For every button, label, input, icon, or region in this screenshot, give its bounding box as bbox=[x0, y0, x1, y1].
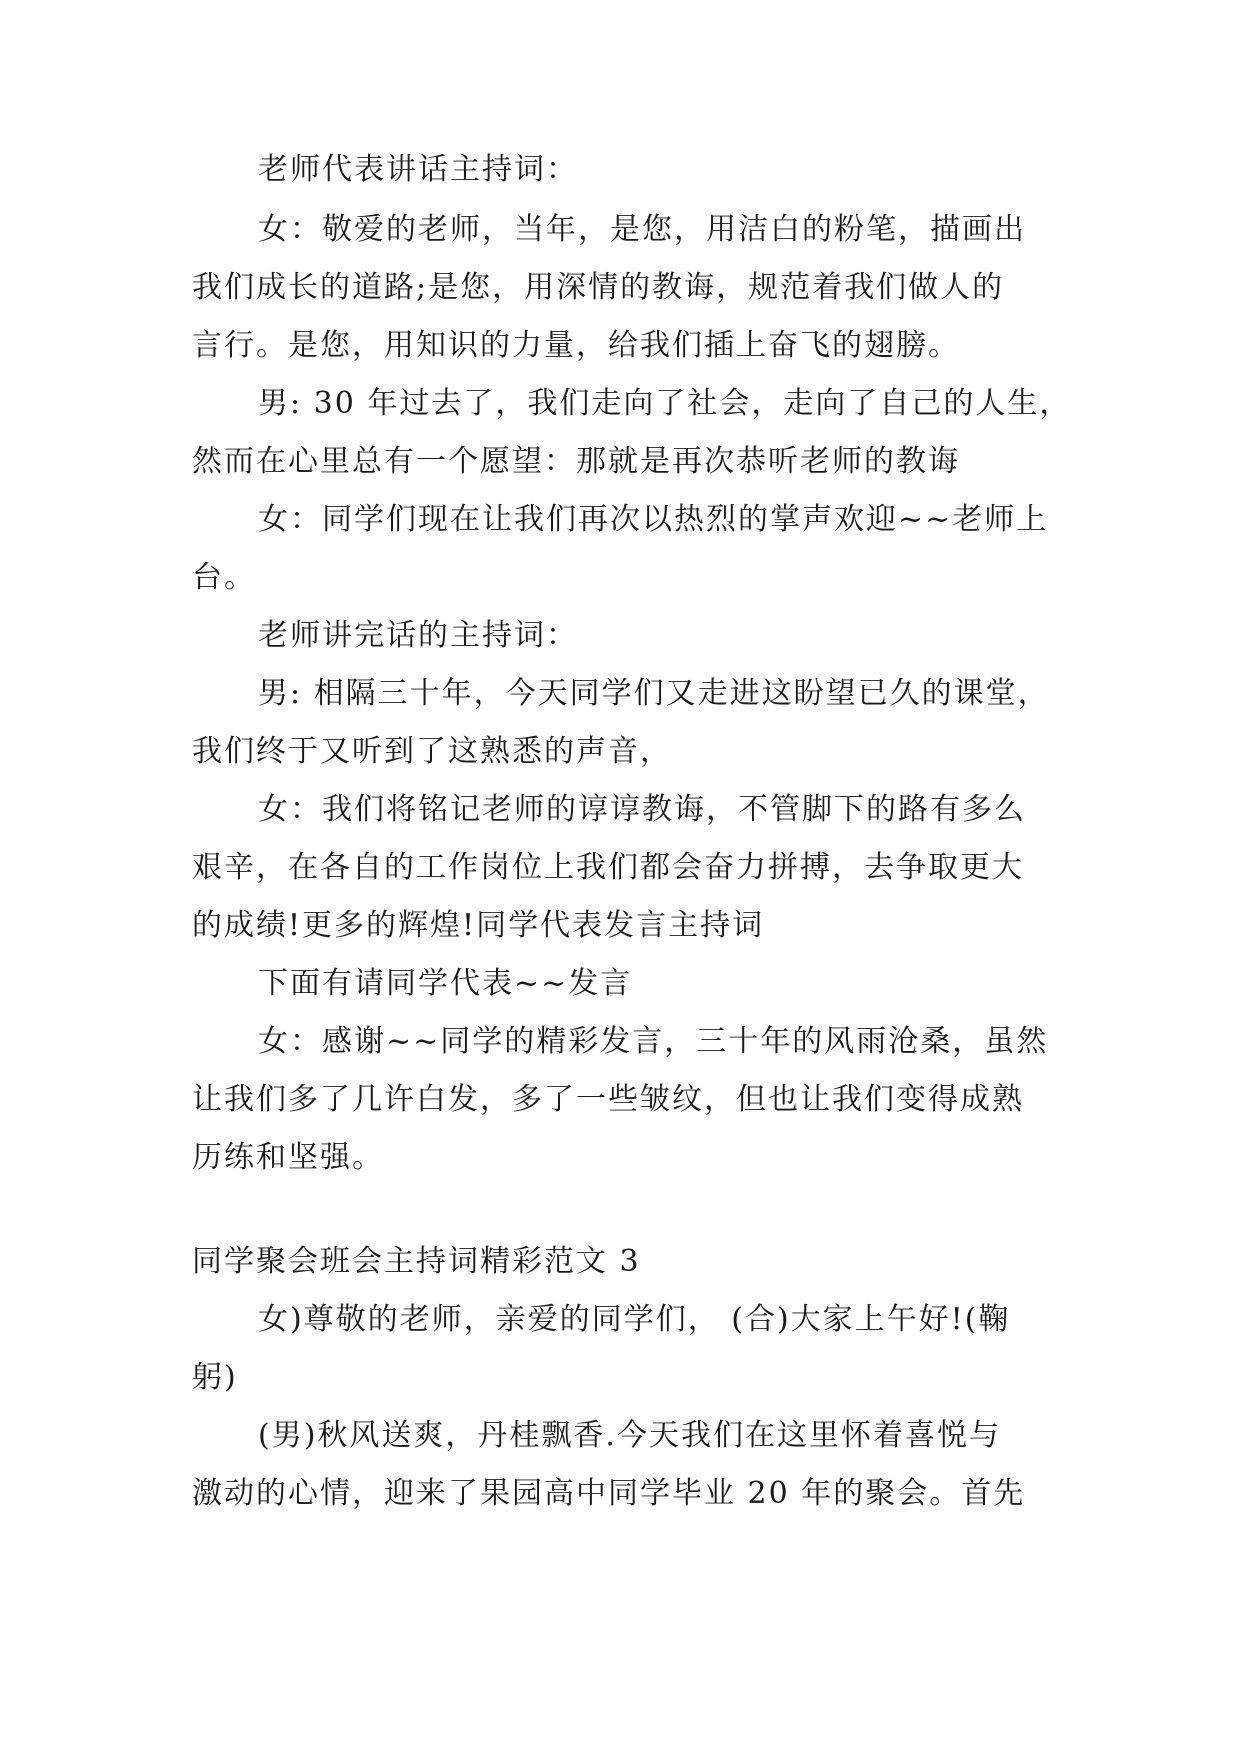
paragraph-line: 我们终于又听到了这熟悉的声音， bbox=[192, 734, 672, 769]
section-heading-after-speech: 老师讲完话的主持词： bbox=[258, 618, 578, 653]
section-title: 同学聚会班会主持词精彩范文 3 bbox=[192, 1244, 641, 1279]
paragraph-line: 言行。是您，用知识的力量，给我们插上奋飞的翅膀。 bbox=[192, 328, 960, 363]
paragraph-line: 历练和坚强。 bbox=[192, 1140, 384, 1175]
paragraph-line: (男)秋风送爽，丹桂飘香.今天我们在这里怀着喜悦与 bbox=[258, 1418, 1001, 1453]
paragraph-line: 艰辛，在各自的工作岗位上我们都会奋力拼搏，去争取更大 bbox=[192, 850, 1024, 885]
section-heading-teacher-speech: 老师代表讲话主持词： bbox=[258, 152, 578, 187]
paragraph-line: 男: 30 年过去了，我们走向了社会，走向了自己的人生， bbox=[258, 386, 1072, 421]
paragraph-line: 的成绩!更多的辉煌!同学代表发言主持词 bbox=[192, 908, 765, 943]
paragraph-line: 女：感谢~~同学的精彩发言，三十年的风雨沧桑，虽然 bbox=[258, 1024, 1049, 1059]
paragraph-line: 女：我们将铭记老师的谆谆教诲，不管脚下的路有多么 bbox=[258, 792, 1026, 827]
paragraph-line: 躬) bbox=[192, 1360, 238, 1395]
paragraph-line: 台。 bbox=[192, 560, 256, 595]
paragraph-line: 让我们多了几许白发，多了一些皱纹，但也让我们变得成熟 bbox=[192, 1082, 1024, 1117]
paragraph-line: 我们成长的道路;是您，用深情的教诲，规范着我们做人的 bbox=[192, 270, 1005, 305]
paragraph-line: 下面有请同学代表~~发言 bbox=[258, 966, 633, 1001]
paragraph-line: 激动的心情，迎来了果园高中同学毕业 20 年的聚会。首先 bbox=[192, 1476, 1026, 1511]
paragraph-line: 女：同学们现在让我们再次以热烈的掌声欢迎~~老师上 bbox=[258, 502, 1049, 537]
paragraph-line: 男: 相隔三十年，今天同学们又走进这盼望已久的课堂， bbox=[258, 676, 1050, 711]
paragraph-line: 然而在心里总有一个愿望：那就是再次恭听老师的教诲 bbox=[192, 444, 960, 479]
paragraph-line: 女)尊敬的老师，亲爱的同学们， (合)大家上午好!(鞠 bbox=[258, 1302, 1011, 1337]
paragraph-line: 女：敬爱的老师，当年，是您，用洁白的粉笔，描画出 bbox=[258, 212, 1026, 247]
